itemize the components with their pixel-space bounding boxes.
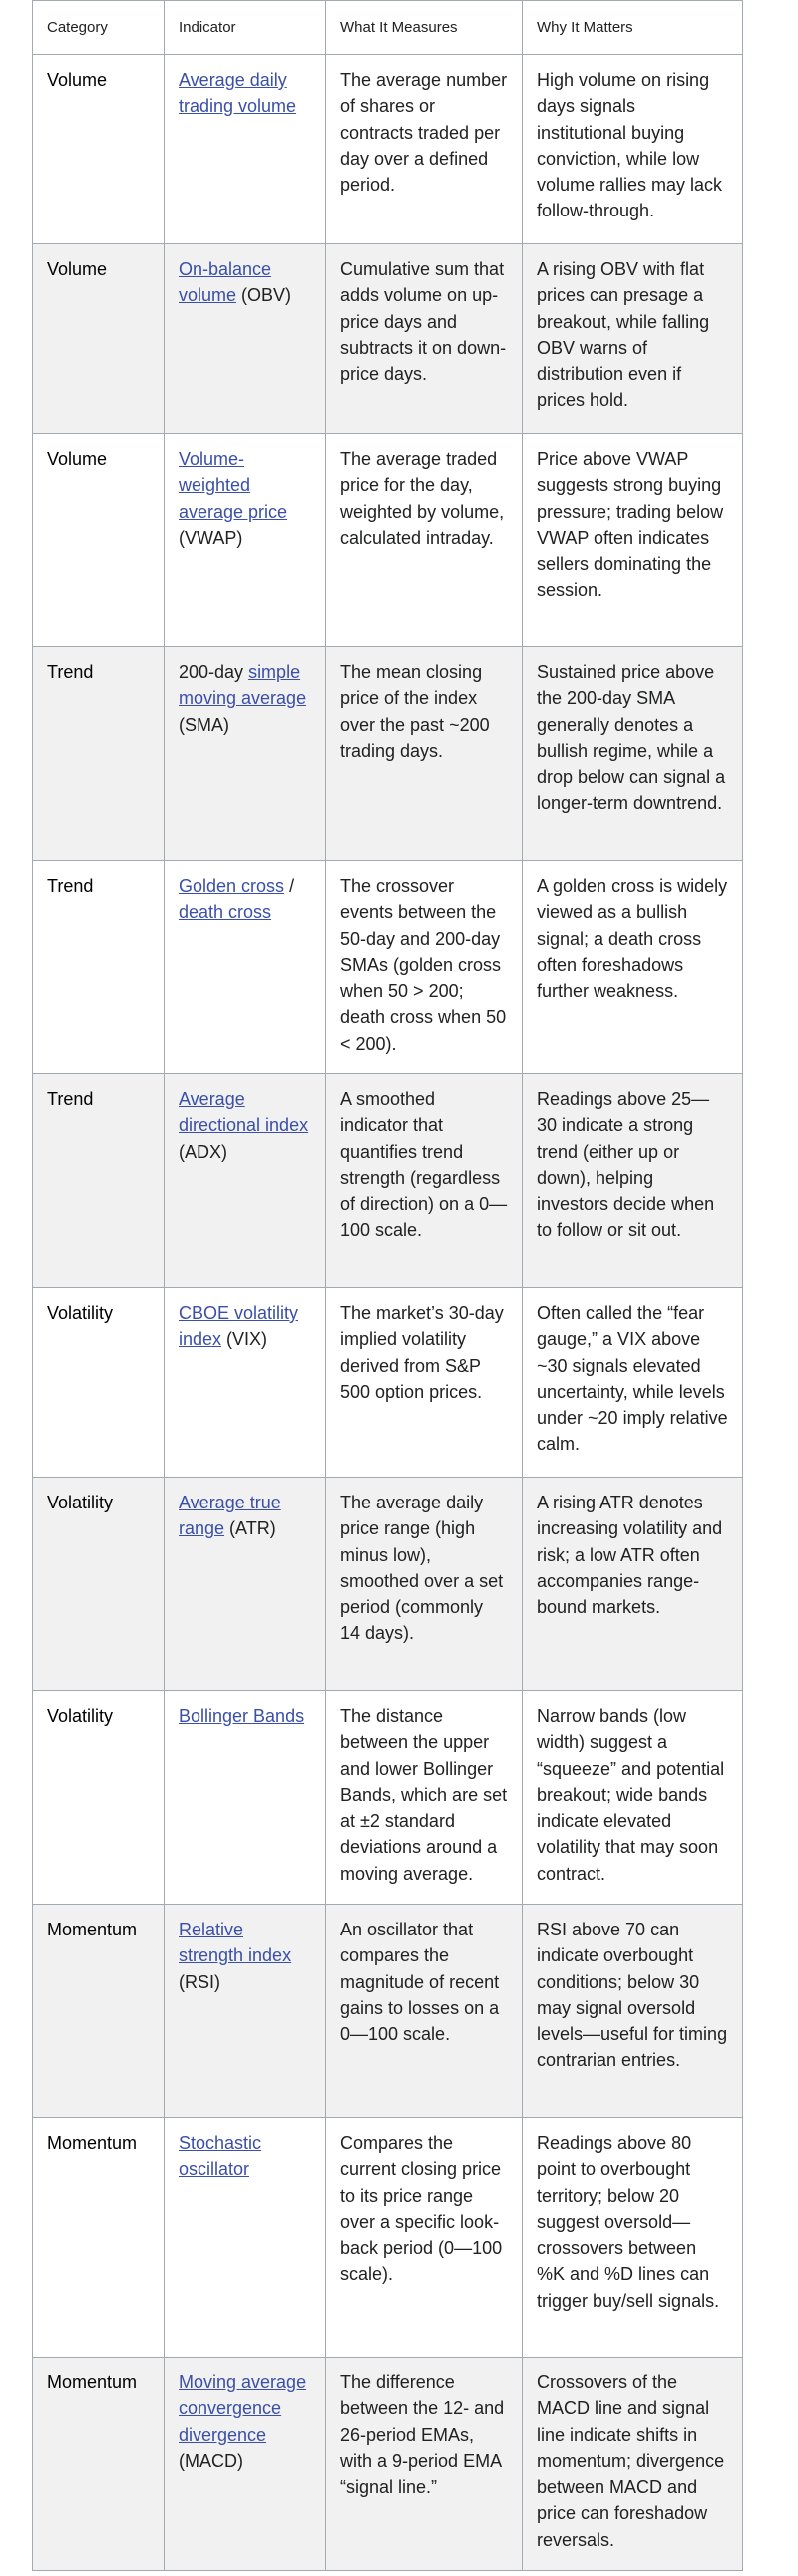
header-category: Category [33,1,165,55]
table-row [33,1288,743,1478]
measures-cell: The average daily price range (high minus low), smoothed over a set period (commonly 14 days). [326,1478,523,1691]
indicator-suffix: (RSI) [179,1971,220,1992]
category-cell: Momentum [33,2358,165,2571]
table-row [33,55,743,244]
category-cell: Volatility [33,1288,165,1478]
matters-cell: Readings above 80 point to overbought territory; below 20 suggest oversold—crossovers between %K and %D lines can trigger buy/sell signals. [523,2118,743,2358]
indicator-cell [165,2358,326,2571]
indicator-prefix: 200-day [179,662,249,682]
indicator-suffix: (SMA) [179,714,229,735]
indicator-link[interactable]: simple moving average [179,662,307,709]
matters-cell: Readings above 25—30 indicate a strong trend (either up or down), helping investors decide when to follow or sit out. [523,1074,743,1288]
indicator-table-container [32,0,742,2571]
header-what-it-measures: What It Measures [326,1,523,55]
measures-cell: The mean closing price of the index over the past ~200 trading days. [326,647,523,861]
table-row [33,244,743,434]
table-row [33,2358,743,2571]
matters-cell: Narrow bands (low width) suggest a “squeeze” and potential breakout; wide bands indicate elevated volatility that may soon contract. [523,1691,743,1905]
indicator-cell [165,434,326,647]
indicator-link[interactable]: Moving average convergence divergence [179,2372,307,2445]
category-cell: Trend [33,1074,165,1288]
category-cell: Momentum [33,2118,165,2358]
indicator-link[interactable]: Stochastic oscillator [179,2133,262,2180]
indicator-link[interactable]: CBOE volatility index [179,1303,299,1350]
header-why-it-matters: Why It Matters [523,1,743,55]
table-row [33,2118,743,2358]
measures-cell: The distance between the upper and lower Bollinger Bands, which are set at ±2 standard deviations around a moving average. [326,1691,523,1905]
table-header [33,1,743,55]
indicator-cell [165,1691,326,1905]
table-row [33,1905,743,2118]
measures-cell: An oscillator that compares the magnitude of recent gains to losses on a 0—100 scale. [326,1905,523,2118]
indicator-separator: / [284,876,295,896]
category-cell: Trend [33,647,165,861]
indicator-cell [165,55,326,244]
table-body [33,55,743,2571]
matters-cell: Sustained price above the 200-day SMA generally denotes a bullish regime, while a drop below can signal a longer-term downtrend. [523,647,743,861]
indicator-link[interactable]: Volume-weighted average price [179,449,288,522]
indicator-link-secondary[interactable]: death cross [179,902,272,923]
indicator-cell [165,1905,326,2118]
indicator-cell [165,861,326,1074]
header-indicator: Indicator [165,1,326,55]
indicator-cell [165,244,326,434]
category-cell: Volume [33,244,165,434]
indicator-table [32,0,743,2571]
indicator-link[interactable]: Golden cross [179,876,285,896]
matters-cell: RSI above 70 can indicate overbought conditions; below 30 may signal oversold levels—useful for timing contrarian entries. [523,1905,743,2118]
table-row [33,1691,743,1905]
matters-cell: A rising ATR denotes increasing volatility and risk; a low ATR often accompanies range-bound markets. [523,1478,743,1691]
header-row [33,1,743,55]
matters-cell: High volume on rising days signals institutional buying conviction, while low volume rallies may lack follow-through. [523,55,743,244]
table-row [33,861,743,1074]
measures-cell: The crossover events between the 50-day and 200-day SMAs (golden cross when 50 > 200; death cross when 50 < 200). [326,861,523,1074]
matters-cell: Price above VWAP suggests strong buying pressure; trading below VWAP often indicates sellers dominating the session. [523,434,743,647]
indicator-cell [165,2118,326,2358]
indicator-cell [165,1478,326,1691]
measures-cell: The difference between the 12- and 26-period EMAs, with a 9-period EMA “signal line.” [326,2358,523,2571]
indicator-suffix: (ADX) [179,1141,227,1162]
indicator-link[interactable]: On-balance volume [179,259,272,306]
indicator-link[interactable]: Average daily trading volume [179,70,297,117]
matters-cell: Often called the “fear gauge,” a VIX above ~30 signals elevated uncertainty, while levels under ~20 imply relative calm. [523,1288,743,1478]
matters-cell: A golden cross is widely viewed as a bullish signal; a death cross often foreshadows further weakness. [523,861,743,1074]
matters-cell: Crossovers of the MACD line and signal line indicate shifts in momentum; divergence between MACD and price can foreshadow reversals. [523,2358,743,2571]
indicator-suffix: (OBV) [236,285,292,306]
measures-cell: The market’s 30-day implied volatility derived from S&P 500 option prices. [326,1288,523,1478]
indicator-cell [165,1074,326,1288]
measures-cell: The average number of shares or contracts traded per day over a defined period. [326,55,523,244]
indicator-link[interactable]: Average true range [179,1493,281,1539]
indicator-cell [165,1288,326,1478]
indicator-suffix: (VIX) [221,1329,268,1350]
table-row [33,1074,743,1288]
indicator-suffix: (VWAP) [179,527,243,548]
measures-cell: Cumulative sum that adds volume on up-price days and subtracts it on down-price days. [326,244,523,434]
indicator-cell [165,647,326,861]
indicator-suffix: (MACD) [179,2450,243,2471]
matters-cell: A rising OBV with flat prices can presage a breakout, while falling OBV warns of distribution even if prices hold. [523,244,743,434]
table-row [33,434,743,647]
category-cell: Volatility [33,1691,165,1905]
measures-cell: A smoothed indicator that quantifies trend strength (regardless of direction) on a 0—100 scale. [326,1074,523,1288]
category-cell: Trend [33,861,165,1074]
indicator-link[interactable]: Relative strength index [179,1920,292,1966]
category-cell: Volume [33,55,165,244]
category-cell: Volatility [33,1478,165,1691]
category-cell: Momentum [33,1905,165,2118]
category-cell: Volume [33,434,165,647]
measures-cell: The average traded price for the day, weighted by volume, calculated intraday. [326,434,523,647]
indicator-suffix: (ATR) [224,1518,276,1539]
measures-cell: Compares the current closing price to its price range over a specific look-back period (0—100 scale). [326,2118,523,2358]
indicator-link[interactable]: Bollinger Bands [179,1706,305,1726]
table-row [33,647,743,861]
indicator-link[interactable]: Average directional index [179,1089,309,1136]
table-row [33,1478,743,1691]
